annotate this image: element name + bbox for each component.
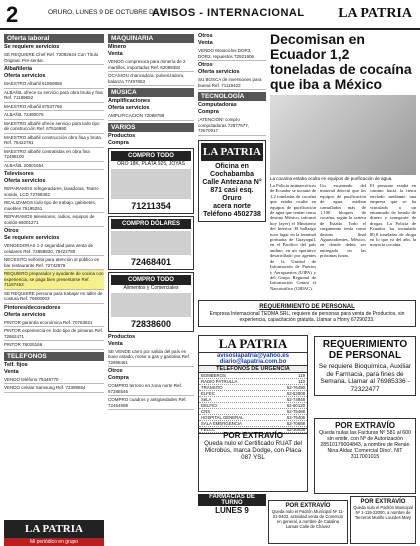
ad-subtitle: Alimentos y Comerciales <box>123 284 179 291</box>
phone-label: FELCC <box>201 427 216 432</box>
lost-notice <box>268 500 348 544</box>
phone-number: 52-76480 <box>286 385 305 390</box>
classified-ad: SE REQUIERE Chef Ref. 72092644 Con Título Original. Pre-sentar. <box>4 51 104 65</box>
office-line: Teléfono 4502738 <box>203 210 261 218</box>
category-header: VARIOS <box>108 123 194 132</box>
article-body-col-2: Un escaneado del material detectó que los equipos de purificación de agua, estaban camuflados más de 1.100 bloques de cocaína, según la cartera de Estado. Todo el cargamento tenía como destino final Aguascalientes, México, en donde debía ser entregado en las próximas horas. <box>320 183 366 259</box>
newspaper-logo: LA PATRIA <box>338 6 412 21</box>
classified-ad: REPARAMOS televisores, radios, equipos de sonido 65001271 <box>4 213 104 227</box>
subcategory-label: Pintores/decoradores <box>4 304 61 311</box>
phone-number: 52-70688 <box>286 421 305 426</box>
phone-label: RADIO PATRULLA <box>201 379 238 384</box>
ad-phone: 71211354 <box>131 200 171 211</box>
notice-title: POR EXTRAVÍO <box>360 499 406 505</box>
classified-ad: ¡ATENCIÓN! compro computadoras 72877677, 72670917 <box>198 116 266 136</box>
category-header: TECNOLOGÍA <box>198 92 266 101</box>
phone-label: CNS <box>201 409 211 414</box>
subcategory-label: Productos <box>108 132 136 139</box>
office-line: Oficina en <box>215 162 249 170</box>
notice-title: POR EXTRAVÍO <box>285 503 331 509</box>
subcategory-label: Productos <box>108 333 136 340</box>
phone-number: 119 <box>298 373 305 378</box>
requirement-body: Se requiere Bioquímica, Auxiliar de Farmacia, para fines de Semana. Llamar al 76985336 - 72322477 <box>318 363 412 393</box>
classified-ad: VENDO teléfono 75448770 <box>4 376 104 385</box>
classified-ad: OCASION chancadora, pulverizadora, balanza 77497653 <box>108 72 194 86</box>
subcategory-label: Compra <box>198 109 219 115</box>
subcategory-label: Oferta servicios <box>198 69 240 75</box>
classified-ad: PINTOR garantía económica Ref. 70763621 <box>4 319 104 328</box>
subcategory-label: Otros <box>198 33 213 39</box>
subcategory-label: Se requiere servicios <box>4 44 60 50</box>
main-article <box>270 32 416 291</box>
phone-label: HOSPITAL GENERAL <box>201 415 244 420</box>
classified-ad: AMPLIFICACION 72088788 <box>108 112 194 121</box>
phone-label: ELFEC <box>201 391 215 396</box>
classified-ad: VENDO compresora para minería de 2 martillos, importados Ref. 62088384 <box>108 58 194 72</box>
classified-ad: REPARAMOS refrigeradores, lavadoras, Teatro sonido, LCD 72768452 <box>4 185 104 199</box>
subcategory-label: Otros <box>4 228 19 234</box>
lost-notice <box>350 496 416 544</box>
header-date: ORURO, LUNES 9 DE OCTUBRE DE 2017 <box>48 9 175 16</box>
subcategory-label: Albañilería <box>4 66 33 72</box>
article-body-col-1: La Policía antinarcóticos de Ecuador se incautó de 1,2 toneladas de cocaína que estaba oculta en equipos de purificación de agua que tenían como destino México, informó hoy (ayer) el Ministerio del Interior. El hallazgo tuvo lugar en la terminal portuaria de Guayaquil, en el Pacífico del país andino, en un operativo desarrollado por agentes de la Unidad de Información de Puertos y Aeropuertos (UIPA) y del Grupo Regional de Información Contra el Narcotráfico (GRIAC). <box>270 183 316 291</box>
article-headline: Decomisan en Ecuador 1,2 toneladas de cocaína que iba a México <box>270 31 412 92</box>
ad-compro-oro <box>108 148 194 214</box>
page-header <box>0 0 420 30</box>
phone-number: 52-30036 <box>286 427 305 432</box>
classified-ad: VENDO Motociclos DOR3, DOR2, repuestos 72921906 <box>198 47 266 61</box>
footer-tagline: Mi periódico en grupo <box>4 538 104 546</box>
office-box <box>198 140 266 222</box>
classified-ad: VENDEDORAS 1-2 seguridad para venta de celulares Ref. 72868820, 78422780 <box>4 242 104 256</box>
personnel-requirement-ad <box>198 300 416 327</box>
classified-ad: MAESTRO Albañil 67537766 <box>4 103 104 112</box>
subcategory-label: Televisores <box>4 171 34 177</box>
classified-ad: COMPRO terreno en zona norte Ref. 67286546 <box>108 382 194 396</box>
ad-image <box>111 169 191 199</box>
classified-ad: SU BOSCA de inversiones para buena Ref. 71119422 <box>198 76 266 90</box>
subcategory-label: Venta <box>108 51 123 57</box>
phone-label: DELFICI <box>201 403 218 408</box>
category-header: TELEFONOS <box>4 352 104 361</box>
classified-ad: MAESTRO Albañil 61860865 <box>4 80 104 89</box>
classified-ad: SE REQUIERE persona para trabajar en taller de costura Ref. 76500003 <box>4 290 104 304</box>
footer-logo: LA PATRIA <box>4 520 104 538</box>
classified-ad: PINTOR experiencia en todo tipo de pinturas Ref. 72862471 <box>4 327 104 341</box>
subcategory-label: Oferta servicios <box>108 105 150 111</box>
phone-label: BOMBEROS <box>201 373 226 378</box>
emergency-phones-box <box>198 335 308 434</box>
lost-notice <box>314 418 416 494</box>
subcategory-label: Otros <box>108 368 123 374</box>
office-line: Calle Antezana N° <box>202 178 262 186</box>
classified-ad: MAESTRO albañil ofrece servicio para todo tipo de construcción Ref. 67516990 <box>4 120 104 134</box>
classified-ad: ALBAÑIL 72480076 <box>4 111 104 120</box>
notice-body: Queda nulas las Facturas Nº 581 al 600 sin emitir, con Nº de Autorización 28510179004843, a nombre de Renán Nina Aldaz 'Comercial Dino', NIT 3117001015 <box>319 430 411 460</box>
ad-title: COMPRO DÓLARES <box>111 219 191 229</box>
pharmacy-requirement-ad <box>314 336 416 396</box>
footer-brand <box>4 520 104 546</box>
subcategory-label: Venta <box>108 340 123 347</box>
ad-title: COMPRO TODO <box>111 275 191 285</box>
phone-number: 52-75488 <box>286 409 305 414</box>
notice-title: POR EXTRAVÍO <box>223 431 283 440</box>
classifieds-column-2 <box>108 32 194 410</box>
phone-number: 52-60120 <box>286 403 305 408</box>
classifieds-column-3 <box>198 32 266 224</box>
subcategory-label: Compra <box>108 375 129 381</box>
phone-number: 52-62808 <box>286 391 305 396</box>
ad-compro-dolares <box>108 216 194 270</box>
email-1: avisoslapatria@yahoo.es <box>217 353 289 359</box>
subcategory-label: Oferta servicios <box>4 311 46 318</box>
phone-label: SALA EMERGENCIA <box>201 421 242 426</box>
classified-ad: ALBAÑIL 20501554 <box>4 162 104 171</box>
classified-ad: COMPRO cuadros y antigüedades Ref. 72454698 <box>108 396 194 410</box>
pharmacies-on-duty <box>198 494 266 515</box>
urgent-phones-title: TELÉFONOS DE URGENCIA <box>199 365 307 373</box>
notice-body: Queda nulo el Certificado RUAT del Microbús, marca Dodge, con Placa 087 YSL <box>204 440 302 461</box>
ad-image <box>111 231 191 255</box>
ad-phone: 72468401 <box>130 256 172 267</box>
classifieds-column-1 <box>4 32 104 393</box>
office-line: acera norte <box>213 202 251 210</box>
pharmacies-day: LUNES 9 <box>215 506 249 515</box>
photo-caption: La cocaína estaba oculta en equipos de purificación de agua. <box>270 176 393 181</box>
requirement-text: Empresa Internacional TEDMA SRL, requiere de personas para venta de Productos, sin experiencia, capacitación gratuita. Llamar a Horry 67290233. <box>209 311 405 323</box>
ad-image <box>111 293 191 317</box>
lost-notice <box>198 428 308 492</box>
phone-number: 52-75406 <box>286 415 305 420</box>
category-header: MAQUINARIA <box>108 34 194 43</box>
classified-ad: ALBAÑIL ofrece su servicio para obra bruta y fina Ref. 71189652 <box>4 89 104 103</box>
category-header: MÚSICA <box>108 88 194 97</box>
ad-phone: 72838600 <box>130 318 172 329</box>
article-body-col-3: El presunto estaba en camino hacia la tierra enviado mediante una empresa que se ha vinculado a un entramado de lavado de dinero y transporte de drogas. La Policía de Ecuador ha incautado 80,8 toneladas de droga en lo que va del año, la mayoría cocaína. <box>370 183 416 248</box>
phones-brand: LA PATRIA <box>199 336 307 353</box>
phone-number: 110 <box>298 379 305 384</box>
notice-title: POR EXTRAVÍO <box>335 421 395 430</box>
classified-ad: VENDO celular Samsung Ref. 72398654 <box>4 384 104 393</box>
subcategory-label: Computadoras <box>198 102 237 108</box>
office-brand: LA PATRIA <box>201 143 263 161</box>
subcategory-label: Oferta servicios <box>4 178 46 184</box>
office-line: Cochabamba <box>210 170 254 178</box>
classified-ad: NECESITO señorita para atención al público en bar restaurante Ref. 72742979 <box>4 256 104 270</box>
classified-ad: REQUIERO preparador y ayudante de cocina con experiencia, se paga bien presentarse Ref. 71187463 <box>4 270 104 290</box>
classified-ad: REALIZAMOS todo tipo de trabajo, gabinetes, muebles 76195251 <box>4 199 104 213</box>
subcategory-label: Otros <box>198 62 213 68</box>
ad-title: COMPRO TODO <box>111 151 191 161</box>
subcategory-label: Oferta servicios <box>4 73 46 79</box>
article-photo <box>270 95 416 175</box>
notice-body: Queda nulo el Padrón Municipal Nº 1-119-22000, a nombre de Terceros Murillo Lourdes Mary <box>353 505 413 520</box>
phone-label: SeLA <box>201 397 212 402</box>
subcategory-label: Se requiere servicios <box>4 235 60 241</box>
section-title: AVISOS - INTERNACIONAL <box>152 7 305 19</box>
email-2: diario@lapatria.com.bo <box>219 359 287 365</box>
requirement-title: REQUERIMIENTO DE PERSONAL <box>259 304 355 310</box>
subcategory-label: Amplificaciones <box>108 98 151 104</box>
pharmacies-title: FARMACIAS DE TURNO <box>198 494 266 506</box>
subcategory-label: Venta <box>198 40 213 46</box>
category-header: Oferta laboral <box>4 34 104 43</box>
subcategory-label: Telf. fijos <box>4 361 28 368</box>
requirement-title: REQUERIMIENTO DE PERSONAL <box>322 339 408 361</box>
classified-ad: MAESTRO albañil contratistas en obra fina 72498100 <box>4 148 104 162</box>
subcategory-label: Compra <box>108 139 129 146</box>
ad-compro-todo <box>108 272 194 332</box>
subcategory-label: Minero <box>108 44 127 50</box>
office-line: 871 casi esq. Oruro <box>210 186 254 202</box>
classified-ad: PINTOR 76025166 <box>4 341 104 350</box>
phone-label: TRÁNSITO <box>201 385 223 390</box>
classified-ad: SE VENDE carro por salida del país en buen estado, motor a gas y gasolina Ref. 72698461 <box>108 348 194 368</box>
phone-number: 52-74848 <box>286 397 305 402</box>
page-number: 2 <box>6 2 19 27</box>
notice-body: Queda nulo el Padrón Municipal Nº 11-01-0403, actividad venta de Comercio en general, a nombre de Catalina Lamas Calle de Chávez <box>271 509 345 529</box>
subcategory-label: Venta <box>4 368 19 375</box>
ad-subtitle: ORO 18K, PLATA 925, JOYAS <box>117 160 185 167</box>
classified-ad: MAESTRO albañil construcción obra fina y bruta. Ref. 76422781 <box>4 134 104 148</box>
